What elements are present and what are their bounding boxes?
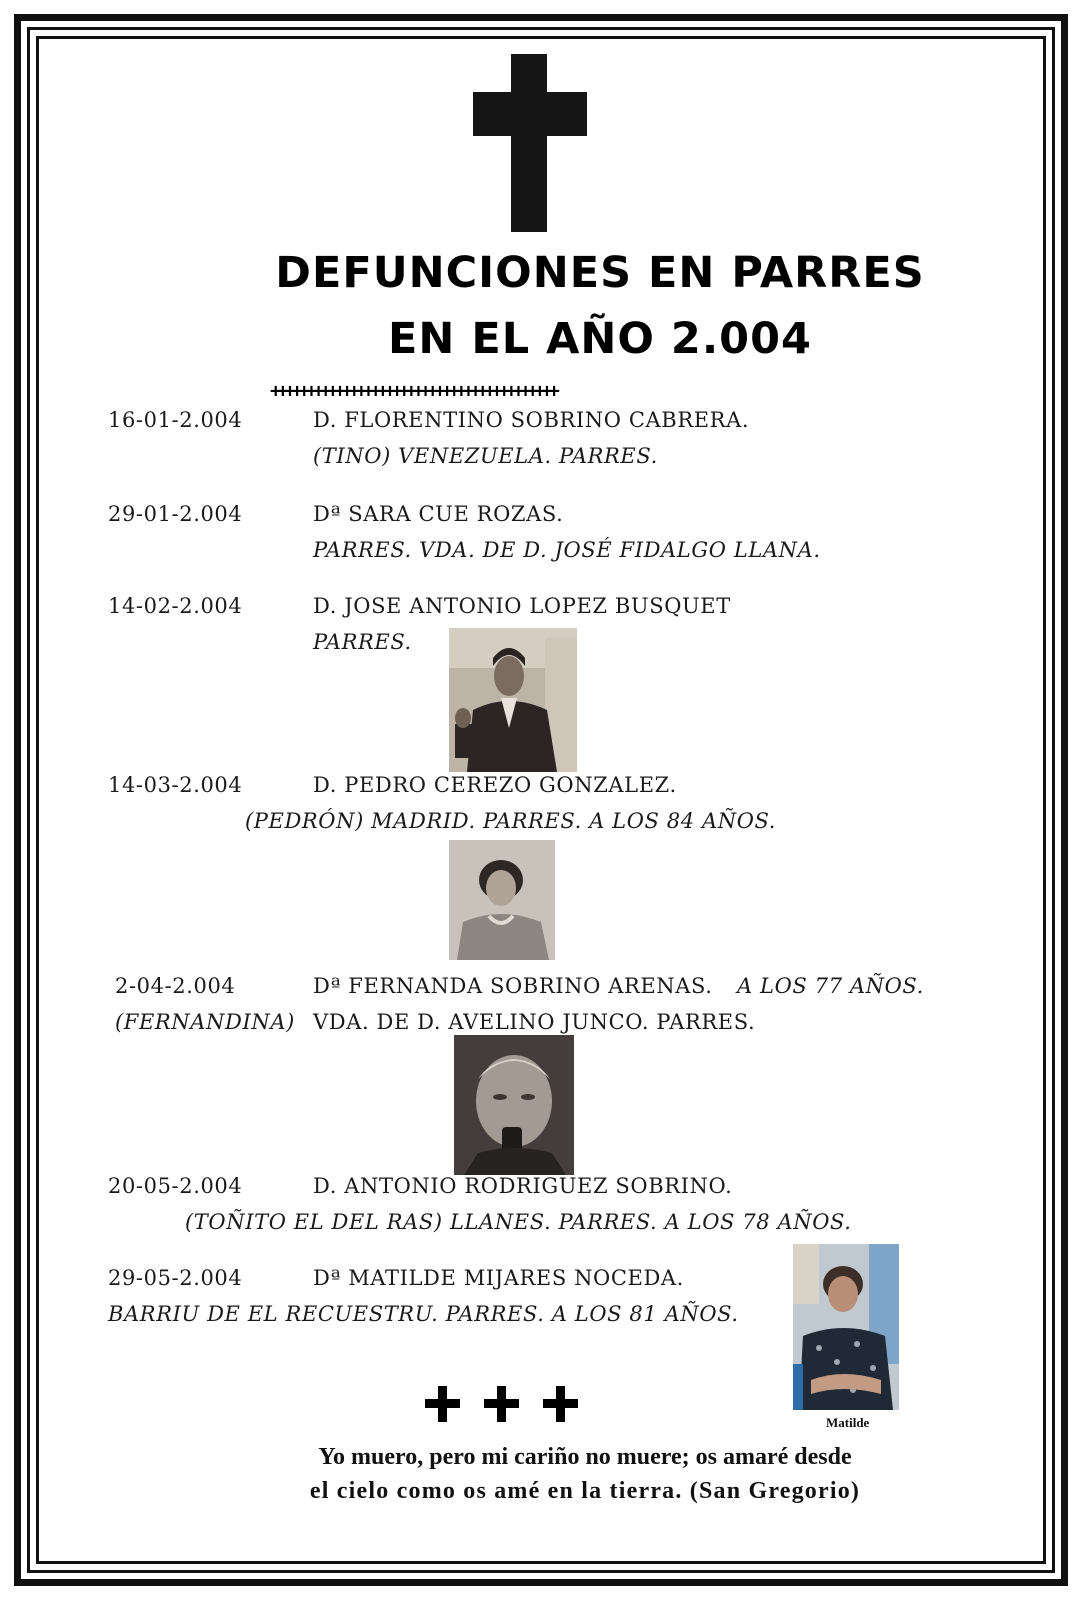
entry-name: D. FLORENTINO SOBRINO CABRERA. xyxy=(313,408,750,432)
entry-nickname: (FERNANDINA) xyxy=(115,1010,295,1034)
quote-line2: el cielo como os amé en la tierra. (San Gregorio) xyxy=(309,1478,861,1504)
entry-date: 14-03-2.004 xyxy=(108,773,243,797)
page-title-line1: DEFUNCIONES EN PARRES xyxy=(275,248,925,298)
entry-date: 29-05-2.004 xyxy=(108,1266,243,1290)
entry-date: 2-04-2.004 xyxy=(115,974,236,998)
entry-date: 20-05-2.004 xyxy=(108,1174,243,1198)
portrait-photo-older-man xyxy=(454,1035,574,1175)
entry-name: D. ANTONIO RODRIGUEZ SOBRINO. xyxy=(313,1174,733,1198)
separator-line: ++++++++++++++++++++++++++++++++++++++++ xyxy=(270,380,556,402)
portrait-photo-man-suit xyxy=(449,628,577,772)
entry-name: Dª MATILDE MIJARES NOCEDA. xyxy=(313,1266,684,1290)
entry-age: A LOS 77 AÑOS. xyxy=(737,974,924,998)
entry-name: D. PEDRO CEREZO GONZALEZ. xyxy=(313,773,677,797)
entry-date: 29-01-2.004 xyxy=(108,502,243,526)
entry-detail: VDA. DE D. AVELINO JUNCO. PARRES. xyxy=(313,1010,756,1034)
entry-detail: (TOÑITO EL DEL RAS) LLANES. PARRES. A LOS 78 AÑOS. xyxy=(185,1210,852,1234)
small-cross-icon xyxy=(484,1386,519,1422)
small-cross-icon xyxy=(543,1386,578,1422)
quote-line1: Yo muero, pero mi cariño no muere; os amaré desde xyxy=(318,1444,852,1470)
photo-caption: Matilde xyxy=(826,1415,870,1430)
entry-detail: (TINO) VENEZUELA. PARRES. xyxy=(313,444,658,468)
portrait-photo-woman xyxy=(449,840,555,960)
page-title-line2: EN EL AÑO 2.004 xyxy=(388,314,812,364)
small-cross-icon xyxy=(425,1386,460,1422)
entry-name: D. JOSE ANTONIO LOPEZ BUSQUET xyxy=(313,594,731,618)
entry-detail: (PEDRÓN) MADRID. PARRES. A LOS 84 AÑOS. xyxy=(245,809,777,833)
cross-icon xyxy=(473,54,587,232)
entry-date: 14-02-2.004 xyxy=(108,594,243,618)
entry-detail: BARRIU DE EL RECUESTRU. PARRES. A LOS 81 AÑOS. xyxy=(108,1302,739,1326)
entry-date: 16-01-2.004 xyxy=(108,408,243,432)
entry-name: Dª SARA CUE ROZAS. xyxy=(313,502,564,526)
entry-detail: PARRES. VDA. DE D. JOSÉ FIDALGO LLANA. xyxy=(313,538,821,562)
entry-name: Dª FERNANDA SOBRINO ARENAS. xyxy=(313,974,713,998)
entry-detail: PARRES. xyxy=(313,630,412,654)
portrait-photo-matilde xyxy=(793,1244,899,1410)
